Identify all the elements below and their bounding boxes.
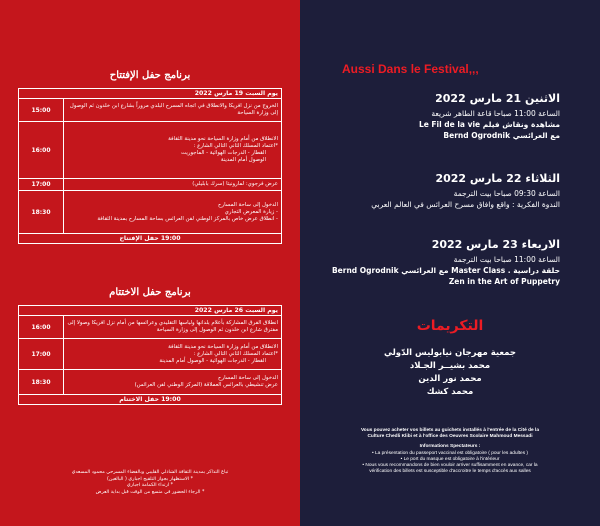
festival-panel — [300, 0, 600, 526]
table-row: انطلاق الفرق المشاركة بأعلام بلدانها ولباسها التقليدي وعرائسها من أمام نزل افريكا وصولا إلى مفترق شارع ابن خلدون ثم الوصول إلى وزارة السياحة 16:00 — [19, 316, 282, 339]
closing-footer: 19:00 حفل الاختتام — [19, 395, 282, 405]
aussi-heading: Aussi Dans le Festival,,, — [342, 62, 479, 76]
closing-day: يوم السبت 26 مارس 2022 — [19, 306, 282, 316]
event-date: الاربعاء 23 مارس 2022 — [431, 238, 560, 251]
ticket-notes: تباع التذاكر بمدينة الثقافة الشاذلي القليبي وبالفضاء المسرحي محمود المسعدي * الاستظهار بجواز التلقيح اجباري ( البالغين) * ارتداء الكمامة اجباري * الرجاء الحضور في متسع من الوقت قبل بداية العرض — [71, 470, 229, 495]
honors-title: التكريمات — [416, 318, 484, 334]
table-row: عرض فرجوي: لمارونيتا (سرك بابليلي) 17:00 — [19, 179, 282, 191]
event-date: الثلاثاء 22 مارس 2022 — [435, 172, 560, 185]
opening-day: يوم السبت 19 مارس 2022 — [19, 89, 282, 99]
table-row: الخروج من نزل افريكا والانطلاق في اتجاه المسرح البلدي مروراً بشارع ابن خلدون ثم الوصول إلى وزارة السياحة 15:00 — [19, 99, 282, 122]
table-row: الدخول إلى ساحة المسارح - زيارة المعرض التجاري - انطلاق عرض خاص بالمركز الوطني لفن العرائس بساحة المسارح بمدينة الثقافة 18:30 — [19, 191, 282, 234]
closing-title: برنامج حفل الاختتام — [109, 287, 191, 298]
time-cell: 17:00 — [19, 179, 64, 191]
spectator-info: Vous pouvez acheter vos billets au guichets installés à l'entrée de la Cité de la Culture Chedli Klibi et à l'office des Oeuvres Scolaire Mahmoud Messadi Informations Spectateurs : • La présentation du passeport vaccinal est obligatoire ( pour les adultes ) • Le port du masque est obligatoire à l'intérieur • Nous vous recommandons de bien vouloir arriver suffisamment en avance, car la vérification des billets est susceptible d'accroitre le temps d'accès aux salles — [360, 428, 540, 475]
opening-footer: 19:00 حفل الإفتتاح — [19, 234, 282, 244]
time-cell: 18:30 — [19, 370, 64, 395]
honoree: محمد كشك — [426, 387, 474, 397]
honoree: محمد نور الدين — [418, 374, 482, 384]
event-block: الاثنين 21 مارس 2022 الساعة 11:00 صباحا قاعة الطاهر شريعة مشاهدة ونقاش فيلم Le Fil de la vie مع العرائسي Bernd Ogrodnik — [320, 92, 560, 141]
event-block: الاربعاء 23 مارس 2022 الساعة 11:00 صباحا بيت الترجمة حلقة دراسية . Master Class مع العرائسي Bernd Ogrodnik Zen in the Art of Puppetry — [320, 238, 560, 287]
opening-title: برنامج حفل الإفتتاح — [109, 70, 191, 81]
table-row: الانطلاق من أمام وزارة السياحة نحو مدينة الثقافة *اعتماد المسلك الثاني التالي الشارع : القطار - الدرجات الهوائية - الوصول أمام المدينة 17:00 — [19, 339, 282, 370]
event-date: الاثنين 21 مارس 2022 — [435, 92, 560, 105]
table-row: الانطلاق من أمام وزارة السياحة نحو مدينة الثقافة *اعتماد المسلك الثاني التالي الشارع : القطار - الدرجات الهوائية - الماجوريت الوصول أمام المدينة 16:00 — [19, 122, 282, 179]
time-cell: 15:00 — [19, 99, 64, 122]
time-cell: 16:00 — [19, 122, 64, 179]
time-cell: 17:00 — [19, 339, 64, 370]
honoree: محمد بشيــر الجـلاد — [409, 361, 491, 371]
time-cell: 16:00 — [19, 316, 64, 339]
table-row: الدخول إلى ساحة المسارح عرض تنشيطي بالعرائس العملاقة (المركز الوطني لفن العرائس) 18:30 — [19, 370, 282, 395]
closing-table — [18, 305, 282, 405]
time-cell: 18:30 — [19, 191, 64, 234]
event-block: الثلاثاء 22 مارس 2022 الساعة 09:30 صباحا بيت الترجمة الندوة الفكرية : واقع وافاق مسرح العرائس في العالم العربي — [320, 172, 560, 210]
honoree: جمعية مهرجان نيابوليس الدّولي — [384, 348, 516, 358]
opening-table — [18, 88, 282, 244]
honors-list — [300, 347, 600, 399]
